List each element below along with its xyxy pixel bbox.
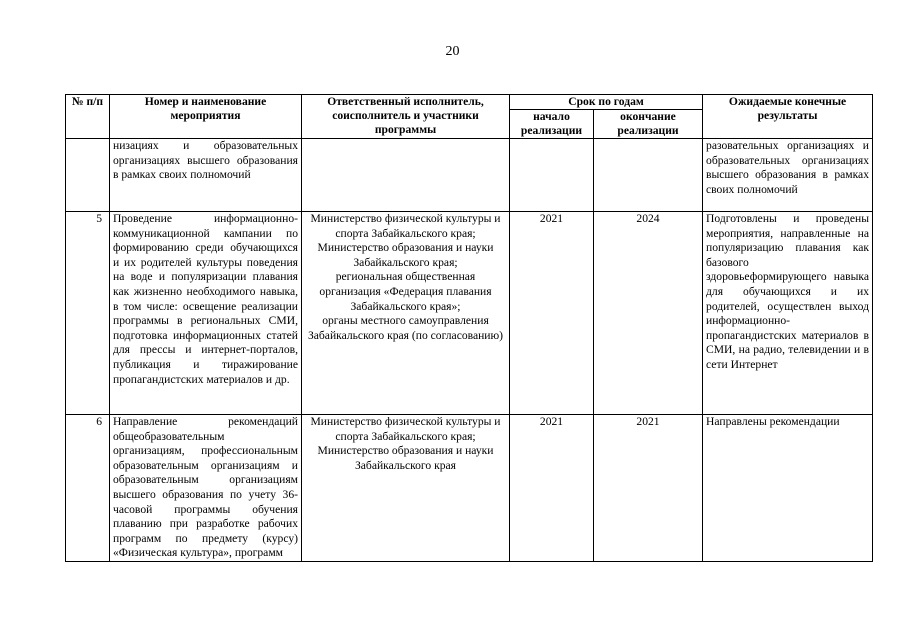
responsible-line: Министерство физической культуры и спорта Забайкальского края; Министерство образования и науки Забайкальского края; bbox=[310, 212, 501, 269]
header-responsible: Ответственный исполнитель, соисполнитель и участники программы bbox=[302, 95, 510, 139]
row-number: 5 bbox=[66, 212, 110, 415]
row-results: Подготовлены и проведены мероприятия, направленные на популяризацию плавания как базового здоровьеформирующего навыка для обучающихся и их родителей, осуществлен выход информационно-пропагандистских материалов в СМИ, на радио, телевидении и в сети Интернет bbox=[703, 212, 873, 415]
row-name: низациях и образовательных организациях высшего образования в рамках своих полномочий bbox=[110, 139, 302, 212]
page-number: 20 bbox=[445, 44, 460, 59]
row-start: 2021 bbox=[510, 415, 594, 562]
row-responsible bbox=[302, 212, 510, 415]
row-end: 2024 bbox=[594, 212, 703, 415]
row-end bbox=[594, 139, 703, 212]
header-start: начало реализации bbox=[510, 110, 594, 139]
responsible-line: региональная общественная организация «Федерация плавания Забайкальского края»; bbox=[319, 270, 492, 313]
row-number: 6 bbox=[66, 415, 110, 562]
table-row bbox=[66, 212, 873, 415]
row-name: Направление рекомендаций общеобразовательным организациям, профессиональным образовательным организациям и образовательным организациям высшего образования по учету 36-часовой программы обучения плаванию при разработке рабочих программ по предмету (курсу) «Физическая культура», программ bbox=[110, 415, 302, 562]
header-name: Номер и наименование мероприятия bbox=[110, 95, 302, 139]
row-results: Направлены рекомендации bbox=[703, 415, 873, 562]
header-no: № п/п bbox=[66, 95, 110, 139]
header-end: окончание реализации bbox=[594, 110, 703, 139]
header-results: Ожидаемые конечные результаты bbox=[703, 95, 873, 139]
row-responsible bbox=[302, 139, 510, 212]
responsible-line: органы местного самоуправления Забайкальского края (по согласованию) bbox=[307, 314, 504, 342]
table-row bbox=[66, 139, 873, 212]
header-row bbox=[66, 95, 873, 110]
program-table bbox=[65, 94, 873, 562]
row-start bbox=[510, 139, 594, 212]
row-responsible bbox=[302, 415, 510, 562]
row-start: 2021 bbox=[510, 212, 594, 415]
row-name: Проведение информационно-коммуникационной кампании по формированию среди обучающихся и их родителей культуры поведения на воде и популяризации плавания как жизненно необходимого навыка, в том числе: освещение реализации программы в региональных СМИ, подготовка информационных статей для прессы и интернет-порталов, публикация и тиражирование пропагандистских материалов и др. bbox=[110, 212, 302, 415]
responsible-line: Министерство образования и науки Забайкальского края bbox=[317, 444, 494, 472]
header-period: Срок по годам bbox=[510, 95, 703, 110]
responsible-line: Министерство физической культуры и спорта Забайкальского края; bbox=[310, 415, 501, 443]
table-row bbox=[66, 415, 873, 562]
row-results: разовательных организациях и образовательных организациях высшего образования в рамках своих полномочий bbox=[703, 139, 873, 212]
row-end: 2021 bbox=[594, 415, 703, 562]
row-number bbox=[66, 139, 110, 212]
